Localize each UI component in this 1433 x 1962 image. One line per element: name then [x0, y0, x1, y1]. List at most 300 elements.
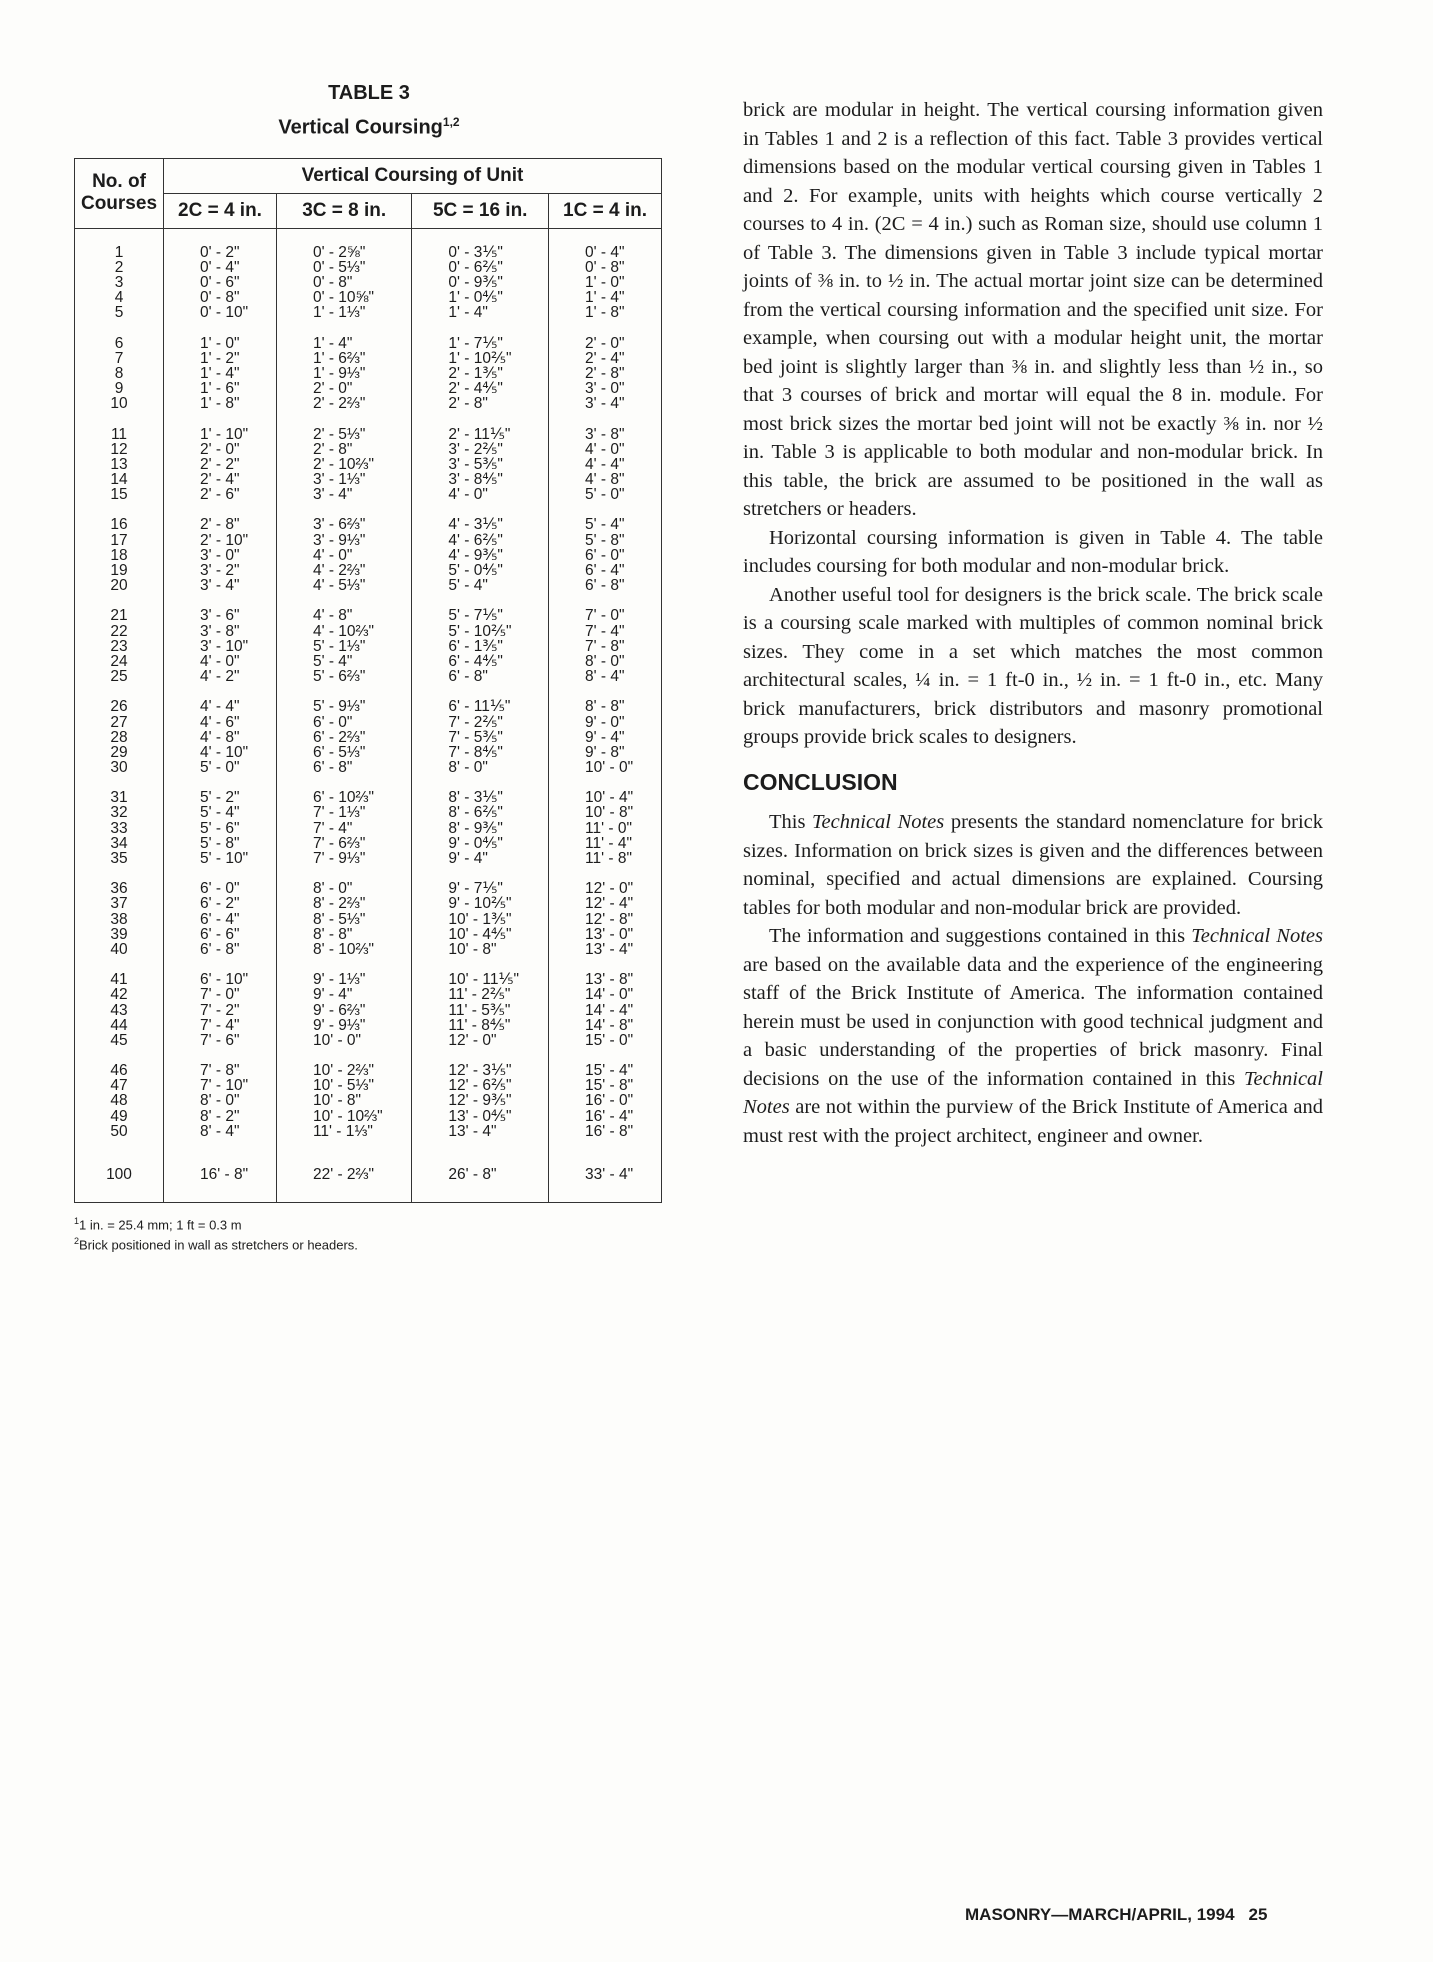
coursing-value: 4' - 2⅔": [312, 562, 366, 580]
text-run: are not within the purview of the Brick Institute of America and must rest with the project architect, engineer and owner.: [743, 1096, 1323, 1147]
coursing-value: 2' - 0": [585, 334, 625, 352]
course-number: 33: [110, 819, 128, 837]
coursing-value: 4' - 10⅔": [312, 622, 374, 640]
coursing-value: 13' - 8": [585, 971, 634, 989]
body-text-column: [743, 96, 1323, 1150]
coursing-value: 6' - 4⅘": [448, 652, 503, 670]
course-number: 41: [110, 971, 128, 989]
row-group: [313, 1063, 411, 1139]
coursing-value: 7' - 9⅓": [312, 850, 366, 868]
row-group: [200, 336, 276, 412]
coursing-value: 2' - 2": [200, 455, 240, 473]
coursing-value: 6' - 0": [200, 880, 240, 898]
coursing-value: 8' - 0": [448, 759, 488, 777]
coursing-value: 2' - 6": [200, 486, 240, 504]
coursing-value: 0' - 3⅕": [448, 243, 503, 261]
coursing-value: 8' - 2⅔": [312, 895, 366, 913]
row-group: [200, 1063, 276, 1139]
coursing-value: 7' - 4": [312, 819, 353, 837]
coursing-value: 8' - 3⅕": [448, 789, 503, 807]
course-number: 37: [110, 895, 128, 913]
coursing-value: 4' - 6⅖": [448, 531, 503, 549]
footnote-2: [74, 1233, 664, 1253]
row-group: [448, 790, 548, 866]
coursing-value: 15' - 8": [585, 1077, 634, 1095]
coursing-value: 12' - 0": [448, 1031, 497, 1049]
header-group: Vertical Coursing of Unit: [164, 158, 662, 193]
emphasis-technical-notes: Technical Notes: [1191, 925, 1324, 947]
coursing-value: 11' - 8": [585, 850, 632, 868]
coursing-value: 9' - 4": [448, 850, 488, 868]
coursing-value: 15' - 0": [585, 1031, 634, 1049]
row-group: [313, 699, 411, 775]
coursing-value: 8' - 0": [200, 1092, 240, 1110]
coursing-value: 7' - 2": [200, 1001, 240, 1019]
row-group: [585, 245, 661, 321]
course-number: 23: [110, 637, 128, 655]
course-number: 46: [110, 1062, 128, 1080]
row-group: [200, 608, 276, 684]
coursing-value: 2' - 4": [585, 349, 625, 367]
coursing-value: 6' - 1⅗": [448, 637, 503, 655]
coursing-value: 1' - 4": [585, 289, 625, 307]
row-group: [448, 1063, 548, 1139]
course-number: 7: [114, 349, 124, 367]
coursing-value: 7' - 8": [585, 637, 625, 655]
course-number: 15: [110, 486, 128, 504]
row-group: [585, 427, 661, 503]
emphasis-technical-notes: Technical Notes: [812, 811, 945, 833]
coursing-value: 6' - 6": [200, 925, 240, 943]
coursing-value: 2' - 1⅗": [448, 364, 503, 382]
row-group: [200, 699, 276, 775]
coursing-value: 5' - 4": [448, 577, 488, 595]
coursing-value: 1' - 10⅖": [448, 349, 512, 367]
coursing-value: 6' - 5⅓": [312, 743, 366, 761]
coursing-value: 7' - 2⅖": [448, 713, 503, 731]
coursing-value: 5' - 0": [585, 486, 625, 504]
coursing-value: 10' - 5⅓": [312, 1077, 374, 1095]
header-courses: [75, 158, 164, 228]
row-group: [448, 972, 548, 1048]
coursing-value: 7' - 5⅗": [448, 728, 503, 746]
row-group: [313, 790, 411, 866]
coursing-value: 6' - 10⅔": [312, 789, 374, 807]
text-run: The information and suggestions contained in this: [769, 925, 1192, 947]
coursing-value: 1' - 0": [585, 274, 625, 292]
coursing-value: 2' - 8": [200, 516, 240, 534]
column-2c-values: [164, 228, 277, 1164]
coursing-value: 4' - 6": [200, 713, 240, 731]
row-group: [313, 517, 411, 593]
course-number: 25: [110, 668, 128, 686]
row-group: [200, 517, 276, 593]
coursing-value: 5' - 9⅓": [312, 698, 366, 716]
row-group: [585, 881, 661, 957]
coursing-value: 2' - 0": [200, 440, 240, 458]
header-courses-line1: No. of: [92, 171, 146, 193]
coursing-value: 12' - 6⅖": [448, 1077, 512, 1095]
value-3c: 22' - 2⅔": [276, 1164, 411, 1203]
course-number: 17: [110, 531, 128, 549]
value-2c: 16' - 8": [164, 1164, 277, 1203]
row-group: [200, 245, 276, 321]
coursing-value: 1' - 7⅕": [448, 334, 503, 352]
coursing-value: 1' - 4": [200, 364, 240, 382]
table-body-row: [75, 228, 662, 1164]
paragraph-conclusion-1: [743, 808, 1323, 922]
table-footnotes: [74, 1213, 664, 1254]
coursing-value: 13' - 0": [585, 925, 634, 943]
course-number: 34: [110, 834, 128, 852]
value-5c: 26' - 8": [412, 1164, 549, 1203]
coursing-value: 5' - 6": [200, 819, 240, 837]
course-number: 39: [110, 925, 128, 943]
course-number: 30: [110, 759, 128, 777]
coursing-value: 3' - 4": [585, 395, 625, 413]
coursing-value: 11' - 1⅓": [312, 1122, 373, 1140]
coursing-value: 5' - 8": [200, 834, 240, 852]
coursing-value: 16' - 8": [585, 1122, 634, 1140]
coursing-value: 7' - 8": [200, 1062, 240, 1080]
coursing-value: 0' - 2": [200, 243, 240, 261]
coursing-value: 2' - 11⅕": [448, 425, 511, 443]
coursing-value: 0' - 10": [200, 304, 249, 322]
coursing-value: 4' - 0": [448, 486, 488, 504]
row-group: [585, 972, 661, 1048]
coursing-value: 12' - 9⅗": [448, 1092, 512, 1110]
coursing-value: 2' - 8": [448, 395, 488, 413]
course-number-column: [75, 228, 164, 1164]
footnote-1: [74, 1213, 664, 1233]
column-3c-values: [276, 228, 411, 1164]
table-title-text: Vertical Coursing: [278, 116, 443, 139]
coursing-value: 10' - 8": [312, 1092, 362, 1110]
coursing-value: 8' - 8": [585, 698, 625, 716]
coursing-value: 4' - 0": [312, 546, 353, 564]
column-1c-values: [549, 228, 662, 1164]
coursing-value: 3' - 0": [200, 546, 240, 564]
row-group: [75, 608, 163, 684]
coursing-value: 6' - 2⅔": [312, 728, 366, 746]
row-group: [448, 336, 548, 412]
coursing-value: 4' - 4": [200, 698, 240, 716]
row-group: [585, 699, 661, 775]
coursing-value: 6' - 0": [585, 546, 625, 564]
coursing-value: 2' - 2⅔": [312, 395, 366, 413]
course-number: 47: [110, 1077, 128, 1095]
coursing-value: 0' - 6⅖": [448, 258, 503, 276]
coursing-value: 3' - 5⅗": [448, 455, 503, 473]
coursing-value: 1' - 8": [585, 304, 625, 322]
footnote-2-marker: 2: [74, 1236, 80, 1247]
coursing-value: 1' - 4": [312, 334, 353, 352]
course-number: 24: [110, 652, 128, 670]
coursing-value: 13' - 4": [585, 940, 634, 958]
row-group: [75, 972, 163, 1048]
row-group: [313, 336, 411, 412]
row-group: [75, 517, 163, 593]
coursing-value: 3' - 2⅖": [448, 440, 503, 458]
header-col-2: 3C = 8 in.: [276, 193, 411, 228]
text-run: are based on the available data and the experience of the engineering staff of the Brick Institute of America. The information contained herein must be used in conjunction with good technical judgment and a basic understanding of the properties of brick masonry. Final decisions on the use of the information contained in this: [743, 953, 1323, 1090]
coursing-value: 8' - 10⅔": [312, 940, 374, 958]
coursing-value: 0' - 5⅓": [312, 258, 366, 276]
coursing-value: 2' - 8": [585, 364, 625, 382]
row-group: [313, 427, 411, 503]
coursing-value: 1' - 6⅔": [312, 349, 366, 367]
coursing-value: 0' - 6": [200, 274, 240, 292]
coursing-value: 11' - 2⅖": [448, 986, 511, 1004]
coursing-table: [74, 158, 662, 1203]
coursing-value: 6' - 10": [200, 971, 249, 989]
coursing-value: 7' - 6": [200, 1031, 240, 1049]
coursing-value: 0' - 10⅝": [312, 289, 374, 307]
paragraph-horizontal-coursing: Horizontal coursing information is given in Table 4. The table includes coursing for both modular and non-modular brick.: [743, 526, 1323, 577]
coursing-value: 1' - 9⅓": [312, 364, 366, 382]
coursing-value: 7' - 8⅘": [448, 743, 503, 761]
row-group: [75, 790, 163, 866]
coursing-value: 3' - 4": [200, 577, 240, 595]
coursing-value: 12' - 0": [585, 880, 634, 898]
coursing-value: 9' - 9⅓": [312, 1016, 366, 1034]
coursing-value: 0' - 4": [585, 243, 625, 261]
course-number: 12: [110, 440, 128, 458]
coursing-value: 10' - 8": [585, 804, 634, 822]
coursing-value: 0' - 4": [200, 258, 240, 276]
coursing-value: 8' - 2": [200, 1107, 240, 1125]
course-number: 32: [110, 804, 128, 822]
coursing-value: 0' - 8": [200, 289, 240, 307]
row-group: [200, 427, 276, 503]
row-group: [75, 699, 163, 775]
coursing-value: 3' - 6": [200, 607, 240, 625]
coursing-value: 4' - 8": [585, 471, 625, 489]
coursing-value: 3' - 1⅓": [312, 471, 366, 489]
coursing-value: 8' - 0": [585, 652, 625, 670]
coursing-value: 1' - 1⅓": [312, 304, 366, 322]
course-number: 19: [110, 562, 128, 580]
coursing-value: 2' - 4": [200, 471, 240, 489]
coursing-value: 2' - 10⅔": [312, 455, 374, 473]
row-group: [585, 790, 661, 866]
coursing-value: 3' - 8⅘": [448, 471, 503, 489]
course-number: 20: [110, 577, 128, 595]
column-5c-values: [412, 228, 549, 1164]
coursing-value: 10' - 0": [585, 759, 634, 777]
course-number: 35: [110, 850, 128, 868]
row-group: [200, 881, 276, 957]
row-group: [313, 608, 411, 684]
coursing-value: 2' - 8": [312, 440, 353, 458]
table-section: [74, 82, 664, 1254]
coursing-value: 8' - 4": [585, 668, 625, 686]
coursing-value: 16' - 0": [585, 1092, 634, 1110]
course-number: 29: [110, 743, 128, 761]
emphasis-technical-notes: Technical Notes: [743, 1067, 1323, 1118]
row-group: [585, 517, 661, 593]
course-number: 42: [110, 986, 128, 1004]
coursing-value: 7' - 4": [585, 622, 625, 640]
coursing-value: 8' - 4": [200, 1122, 240, 1140]
coursing-value: 14' - 8": [585, 1016, 634, 1034]
course-number: 14: [110, 471, 128, 489]
coursing-value: 3' - 9⅓": [312, 531, 366, 549]
coursing-value: 4' - 10": [200, 743, 249, 761]
course-number: 3: [114, 274, 124, 292]
coursing-value: 4' - 4": [585, 455, 625, 473]
coursing-value: 1' - 0": [200, 334, 240, 352]
coursing-value: 10' - 4": [585, 789, 634, 807]
coursing-value: 2' - 10": [200, 531, 249, 549]
coursing-value: 6' - 2": [200, 895, 240, 913]
coursing-value: 3' - 6⅔": [312, 516, 366, 534]
coursing-value: 5' - 0": [200, 759, 240, 777]
conclusion-heading: CONCLUSION: [743, 768, 898, 795]
coursing-value: 15' - 4": [585, 1062, 634, 1080]
course-number: 50: [110, 1122, 128, 1140]
row-group: [585, 608, 661, 684]
coursing-value: 0' - 9⅗": [448, 274, 503, 292]
row-group: [448, 245, 548, 321]
row-group: [313, 881, 411, 957]
course-number: 43: [110, 1001, 128, 1019]
row-group: [75, 336, 163, 412]
coursing-value: 5' - 7⅕": [448, 607, 503, 625]
coursing-value: 2' - 5⅓": [312, 425, 366, 443]
footnote-1-text: 1 in. = 25.4 mm; 1 ft = 0.3 m: [79, 1217, 242, 1233]
course-number: 10: [110, 395, 128, 413]
coursing-value: 7' - 10": [200, 1077, 249, 1095]
coursing-value: 5' - 4": [312, 652, 353, 670]
coursing-value: 4' - 8": [200, 728, 240, 746]
coursing-value: 5' - 6⅔": [312, 668, 366, 686]
coursing-value: 5' - 10": [200, 850, 249, 868]
coursing-value: 1' - 6": [200, 380, 240, 398]
row-group: [75, 1063, 163, 1139]
coursing-value: 11' - 5⅗": [448, 1001, 511, 1019]
value-1c: 33' - 4": [549, 1164, 662, 1203]
coursing-value: 10' - 4⅘": [448, 925, 512, 943]
coursing-value: 6' - 0": [312, 713, 353, 731]
coursing-value: 6' - 8": [200, 940, 240, 958]
coursing-value: 10' - 8": [448, 940, 497, 958]
course-number: 28: [110, 728, 128, 746]
course-number: 48: [110, 1092, 128, 1110]
course-number: 44: [110, 1016, 128, 1034]
coursing-value: 8' - 9⅗": [448, 819, 503, 837]
coursing-value: 12' - 4": [585, 895, 634, 913]
text-run: This: [769, 811, 813, 833]
coursing-value: 5' - 10⅖": [448, 622, 512, 640]
coursing-value: 4' - 3⅕": [448, 516, 503, 534]
row-group: [448, 881, 548, 957]
coursing-value: 9' - 7⅕": [448, 880, 503, 898]
coursing-value: 1' - 8": [200, 395, 240, 413]
course-number: 8: [114, 364, 124, 382]
coursing-value: 4' - 0": [200, 652, 240, 670]
coursing-value: 1' - 2": [200, 349, 240, 367]
coursing-value: 10' - 0": [312, 1031, 362, 1049]
paragraph-brick-scale: Another useful tool for designers is the brick scale. The brick scale is a coursing scale marked with multiples of common nominal brick sizes. They come in a set which matches the most common architectural scales, ¼ in. = 1 ft-0 in., ½ in. = 1 ft-0 in., etc. Many brick manufacturers, brick distributors and masonry promotional groups provide brick scales to designers.: [743, 583, 1323, 748]
coursing-value: 10' - 1⅗": [448, 910, 512, 928]
footnote-2-text: Brick positioned in wall as stretchers or headers.: [79, 1237, 358, 1253]
coursing-value: 3' - 2": [200, 562, 240, 580]
row-group: [200, 972, 276, 1048]
coursing-value: 12' - 8": [585, 910, 634, 928]
coursing-value: 3' - 10": [200, 637, 249, 655]
coursing-value: 10' - 10⅔": [312, 1107, 383, 1125]
course-number: 38: [110, 910, 128, 928]
table-body: [75, 228, 662, 1202]
course-number: 5: [114, 304, 124, 322]
header-courses-line2: Courses: [80, 193, 158, 215]
row-group: [448, 517, 548, 593]
coursing-value: 1' - 0⅘": [448, 289, 503, 307]
course-number: 6: [114, 334, 124, 352]
coursing-value: 3' - 0": [585, 380, 625, 398]
course-number: 9: [114, 380, 124, 398]
coursing-value: 4' - 5⅓": [312, 577, 366, 595]
coursing-value: 9' - 1⅓": [312, 971, 366, 989]
course-number: 100: [75, 1164, 164, 1203]
coursing-value: 6' - 8": [585, 577, 625, 595]
coursing-value: 2' - 0": [312, 380, 353, 398]
course-number: 22: [110, 622, 128, 640]
row-group: [585, 1063, 661, 1139]
text-run: presents the standard nomenclature for brick sizes. Information on brick sizes is given and the differences between nominal, specified and actual dimensions are explained. Coursing tables for both modular and non-modular brick are provided.: [743, 811, 1323, 919]
coursing-value: 0' - 8": [585, 258, 625, 276]
coursing-value: 6' - 4": [200, 910, 240, 928]
coursing-value: 1' - 10": [200, 425, 249, 443]
course-number: 11: [110, 425, 128, 443]
coursing-value: 4' - 9⅗": [448, 546, 503, 564]
coursing-value: 7' - 1⅓": [312, 804, 366, 822]
coursing-value: 10' - 2⅔": [312, 1062, 374, 1080]
coursing-value: 9' - 6⅔": [312, 1001, 366, 1019]
row-group: [448, 427, 548, 503]
coursing-value: 7' - 0": [585, 607, 625, 625]
coursing-value: 4' - 0": [585, 440, 625, 458]
coursing-value: 3' - 8": [200, 622, 240, 640]
table-title: [104, 115, 634, 140]
coursing-value: 6' - 4": [585, 562, 625, 580]
coursing-value: 3' - 8": [585, 425, 625, 443]
coursing-value: 0' - 8": [312, 274, 353, 292]
row-group: [448, 699, 548, 775]
course-number: 18: [110, 546, 128, 564]
coursing-value: 8' - 6⅖": [448, 804, 503, 822]
coursing-value: 4' - 8": [312, 607, 353, 625]
row-group: [75, 881, 163, 957]
header-col-3: 5C = 16 in.: [412, 193, 549, 228]
header-col-4: 1C = 4 in.: [549, 193, 662, 228]
coursing-value: 8' - 8": [312, 925, 353, 943]
coursing-value: 9' - 0⅘": [448, 834, 503, 852]
coursing-value: 16' - 4": [585, 1107, 634, 1125]
coursing-value: 5' - 8": [585, 531, 625, 549]
row-group: [313, 245, 411, 321]
course-number: 26: [110, 698, 128, 716]
course-number: 16: [110, 516, 128, 534]
coursing-value: 6' - 8": [448, 668, 488, 686]
row-group: [448, 608, 548, 684]
course-number: 45: [110, 1031, 128, 1049]
coursing-value: 5' - 4": [200, 804, 240, 822]
coursing-value: 9' - 10⅖": [448, 895, 512, 913]
coursing-value: 12' - 3⅕": [448, 1062, 512, 1080]
coursing-value: 5' - 2": [200, 789, 240, 807]
